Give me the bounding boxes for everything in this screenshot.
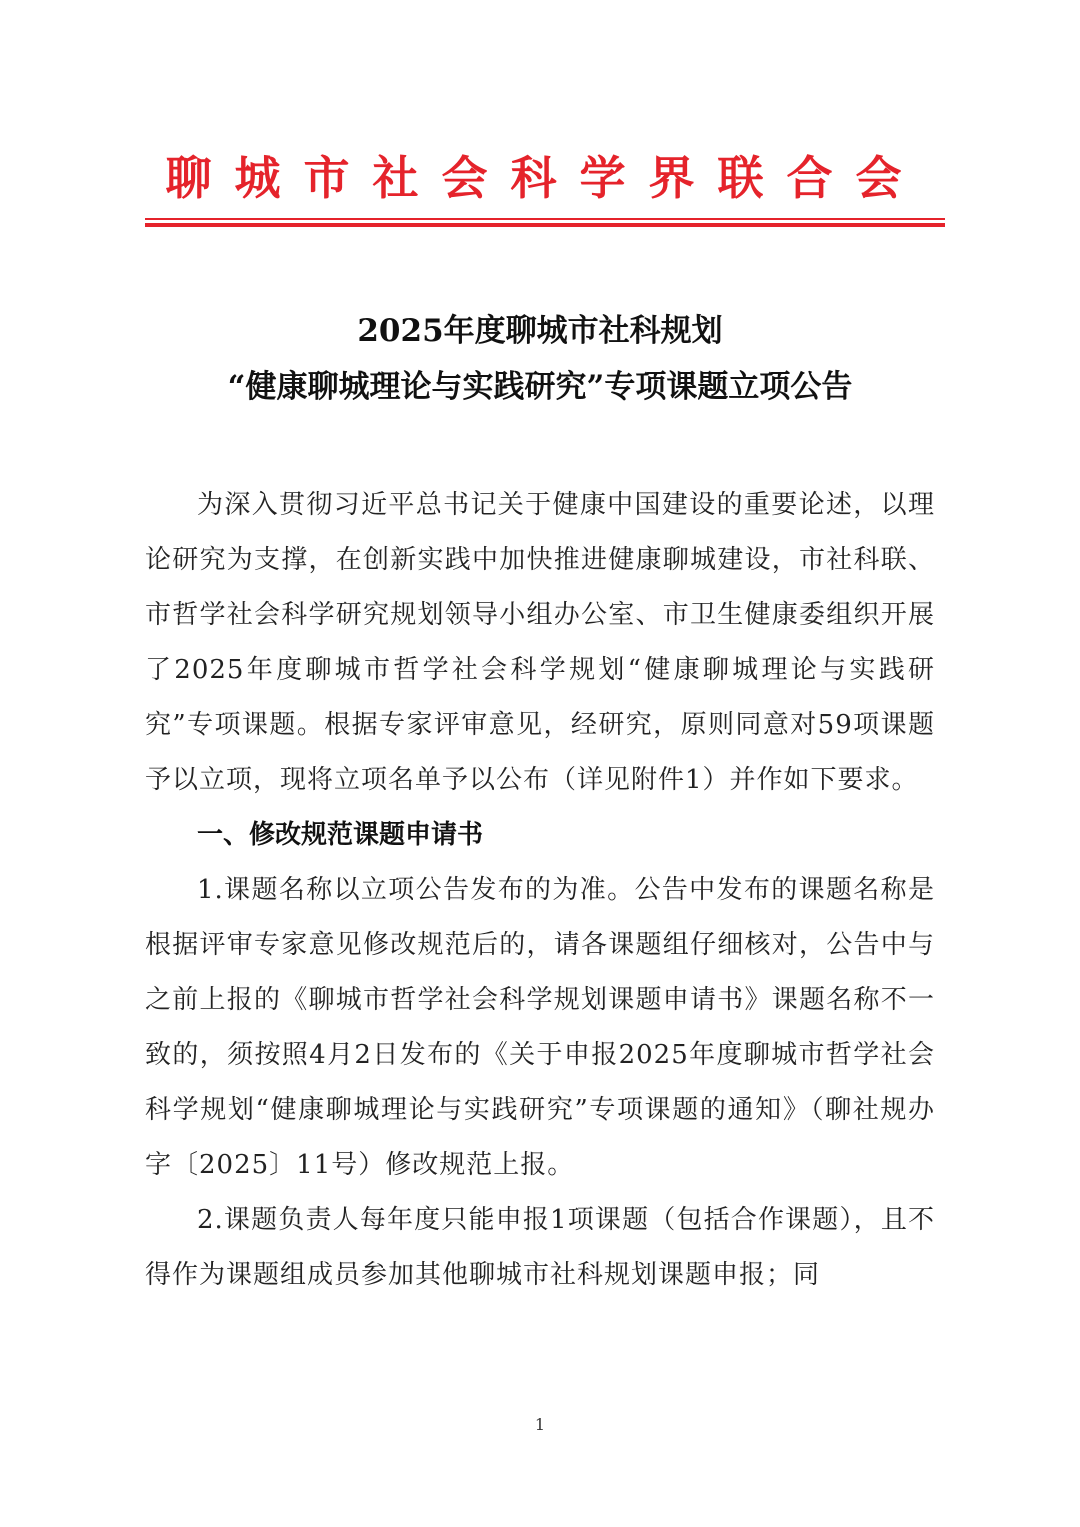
requirement-item-1: 1.课题名称以立项公告发布的为准。公告中发布的课题名称是根据评审专家意见修改规范后的，请各课题组仔细核对，公告中与之前上报的《聊城市哲学社会科学规划课题申请书》课题名称不一致的，须按照4月2日发布的《关于申报2025年度聊城市哲学社会科学规划“健康聊城理论与实践研究”专项课题的通知》（聊社规办字〔2025〕11号）修改规范上报。	[145, 875, 935, 1180]
letterhead-divider-thin	[145, 218, 945, 220]
requirement-item-2: 2.课题负责人每年度只能申报1项课题（包括合作课题），且不得作为课题组成员参加其他聊城市社科规划课题申报；同	[145, 1205, 935, 1290]
document-body	[145, 478, 935, 1303]
letterhead-divider-thick	[145, 223, 945, 227]
letterhead-org-name: 聊城市社会科学界联合会	[165, 151, 925, 205]
intro-paragraph: 为深入贯彻习近平总书记关于健康中国建设的重要论述，以理论研究为支撑，在创新实践中加快推进健康聊城建设，市社科联、市哲学社会科学研究规划领导小组办公室、市卫生健康委组织开展了2025年度聊城市哲学社会科学规划“健康聊城理论与实践研究”专项课题。根据专家评审意见，经研究，原则同意对59项课题予以立项，现将立项名单予以公布（详见附件1）并作如下要求。	[145, 490, 935, 795]
document-title-line-1: 2025年度聊城市社科规划	[357, 313, 723, 349]
page-number: 1	[534, 1415, 546, 1434]
section-heading: 一、修改规范课题申请书	[197, 820, 484, 850]
document-title-line-2: “健康聊城理论与实践研究”专项课题立项公告	[227, 369, 853, 405]
